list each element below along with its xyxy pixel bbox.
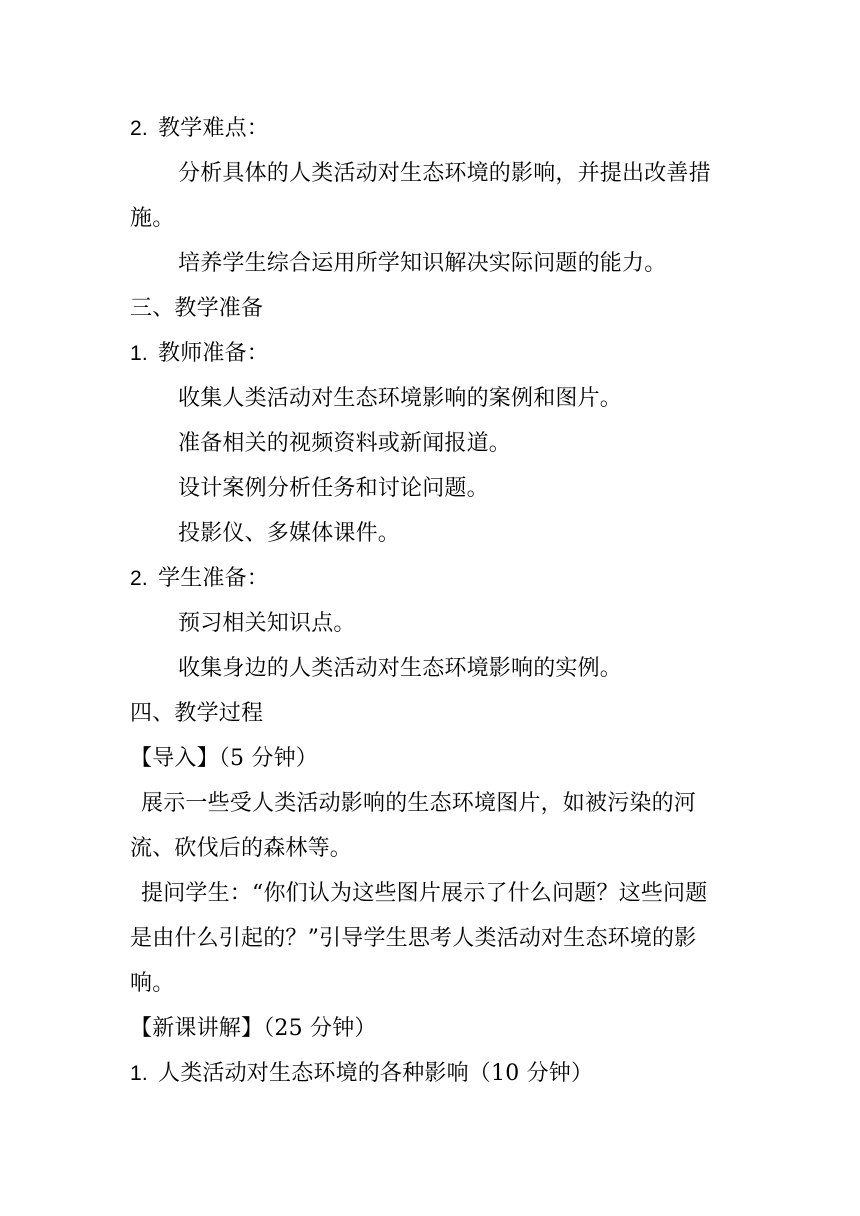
heading-teacher-prep [130, 339, 740, 369]
paragraph-line: 流、砍伐后的森林等。 [130, 836, 353, 861]
paragraph-line: 响。 [130, 971, 175, 996]
list-number: 2. [130, 117, 148, 140]
list-item: 投影仪、多媒体课件。 [178, 521, 401, 546]
heading-text: 教师准备： [158, 341, 270, 366]
heading-human-activity-impacts [130, 1059, 740, 1089]
paragraph-line: 分析具体的人类活动对生态环境的影响，并提出改善措 [178, 161, 711, 186]
list-number: 1. [130, 1062, 148, 1085]
subsection-heading: 【新课讲解】（25 分钟） [130, 1016, 377, 1041]
section-heading: 四、教学过程 [130, 701, 264, 726]
paragraph-line: 展示一些受人类活动影响的生态环境图片，如被污染的河 [141, 791, 697, 816]
list-item: 收集身边的人类活动对生态环境影响的实例。 [178, 656, 623, 681]
section-heading: 三、教学准备 [130, 296, 264, 321]
paragraph-line: 施。 [130, 206, 175, 231]
heading-text: 学生准备： [158, 566, 270, 591]
heading-text: 教学难点： [158, 116, 270, 141]
paragraph-line: 培养学生综合运用所学知识解决实际问题的能力。 [178, 251, 667, 276]
paragraph-line: 是由什么引起的？”引导学生思考人类活动对生态环境的影 [130, 926, 697, 951]
list-item: 准备相关的视频资料或新闻报道。 [178, 431, 512, 456]
heading-text: 人类活动对生态环境的各种影响（10 分钟） [158, 1061, 594, 1086]
heading-teaching-difficulties [130, 114, 740, 144]
list-item: 预习相关知识点。 [178, 611, 356, 636]
heading-student-prep [130, 564, 740, 594]
list-item: 收集人类活动对生态环境影响的案例和图片。 [178, 386, 623, 411]
paragraph-line: 提问学生：“你们认为这些图片展示了什么问题？这些问题 [141, 881, 708, 906]
list-item: 设计案例分析任务和讨论问题。 [178, 476, 489, 501]
subsection-heading: 【导入】（5 分钟） [130, 746, 318, 771]
list-number: 2. [130, 567, 148, 590]
list-number: 1. [130, 342, 148, 365]
